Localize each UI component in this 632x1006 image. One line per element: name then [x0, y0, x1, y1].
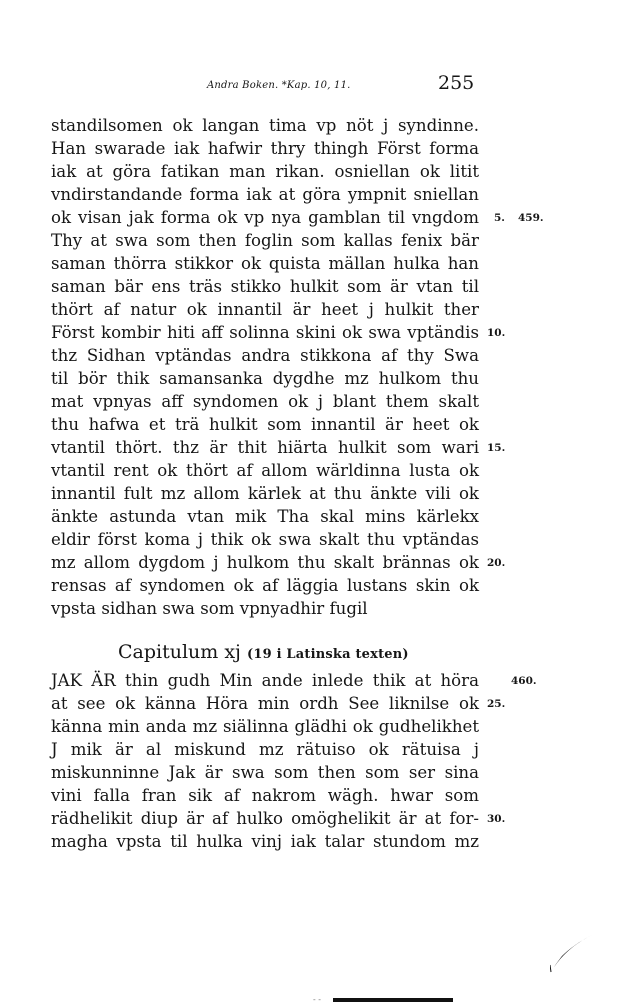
margin-line-number: 15. — [487, 442, 506, 454]
text-line: saman thörra stikkor ok quista mällan hulka han — [51, 254, 479, 273]
margin-line-number: 10. — [487, 327, 506, 339]
page-number: 255 — [438, 72, 475, 94]
text-line: thz Sidhan vptändas andra stikkona af thy Swa — [51, 346, 479, 365]
pen-flourish-icon — [550, 932, 594, 974]
margin-line-number: 25. — [487, 698, 506, 710]
text-line: standilsomen ok langan tima vp nöt j syndinne. — [51, 116, 479, 135]
chapter-line: miskunninne Jak är swa som then som ser sina — [51, 763, 479, 782]
text-line: thört af natur ok innantil är heet j hulkit ther — [51, 300, 479, 319]
chapter-note: (19 i Latinska texten) — [247, 647, 409, 662]
text-line: vtantil thört. thz är thit hiärta hulkit som wari — [51, 438, 479, 457]
text-line: ok visan jak forma ok vp nya gamblan til vngdom — [51, 208, 479, 227]
text-line: Han swarade iak hafwir thry thingh Först forma — [51, 139, 479, 158]
text-line: Thy at swa som then foglin som kallas fenix bär — [51, 231, 479, 250]
running-title: Andra Boken. *Kap. 10, 11. — [207, 80, 351, 91]
text-line: rensas af syndomen ok af läggia lustans skin ok — [51, 576, 479, 595]
text-line: änkte astunda vtan mik Tha skal mins kärlekx — [51, 507, 479, 526]
chapter-line: vini falla fran sik af nakrom wägh. hwar som — [51, 786, 479, 805]
text-line: mat vpnyas aff syndomen ok j blant them skalt — [51, 392, 479, 411]
footer-dots: - - — [313, 995, 321, 1004]
text-line: vtantil rent ok thört af allom wärldinna lusta ok — [51, 461, 479, 480]
text-line: vndirstandande forma iak at göra ympnit sniellan — [51, 185, 479, 204]
margin-line-number: 20. — [487, 557, 506, 569]
text-line: til bör thik samansanka dygdhe mz hulkom thu — [51, 369, 479, 388]
text-line: eldir först koma j thik ok swa skalt thu vptändas — [51, 530, 479, 549]
text-line: saman bär ens träs stikko hulkit som är vtan til — [51, 277, 479, 296]
chapter-line: rädhelikit diup är af hulko omöghelikit är at for- — [51, 809, 479, 828]
chapter-line: magha vpsta til hulka vinj iak talar stundom mz — [51, 832, 479, 851]
margin-page-ref: 460. — [511, 675, 537, 687]
chapter-line: J mik är al miskund mz rätuiso ok rätuisa j — [51, 740, 479, 759]
chapter-title: Capitulum xj — [118, 641, 241, 663]
chapter-line: känna min anda mz siälinna glädhi ok gudhelikhet — [51, 717, 479, 736]
text-line: Först kombir hiti aff solinna skini ok swa vptändis — [51, 323, 479, 342]
text-line: innantil fult mz allom kärlek at thu änkte vili ok — [51, 484, 479, 503]
margin-line-number: 30. — [487, 813, 506, 825]
footer-rule — [333, 998, 453, 1002]
chapter-line: at see ok känna Höra min ordh See liknilse ok — [51, 694, 479, 713]
margin-page-ref: 459. — [518, 212, 544, 224]
text-line: mz allom dygdom j hulkom thu skalt brännas ok — [51, 553, 479, 572]
text-line: thu hafwa et trä hulkit som innantil är heet ok — [51, 415, 479, 434]
text-line: iak at göra fatikan man rikan. osniellan ok litit — [51, 162, 479, 181]
margin-line-number: 5. — [494, 212, 505, 224]
text-line: vpsta sidhan swa som vpnyadhir fugil — [51, 599, 368, 618]
chapter-line: JAK ÄR thin gudh Min ande inlede thik at höra — [51, 671, 479, 690]
chapter-heading — [118, 638, 409, 669]
